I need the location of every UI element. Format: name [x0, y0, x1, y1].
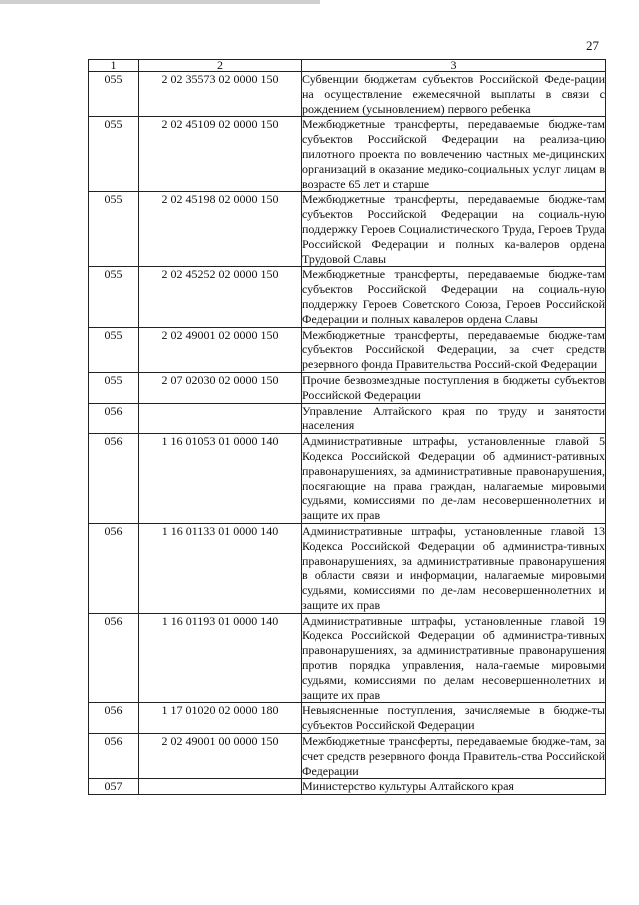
admin-code-cell: 055	[89, 372, 139, 403]
revenue-name-cell: Межбюджетные трансферты, передаваемые бюдже-там субъектов Российской Федерации на социаль-ную поддержку Героев Социалистического Труда, Героев Труда Российской Федерации и полных ка-валеров ордена Трудовой Славы	[302, 192, 605, 266]
admin-code-cell: 056	[89, 703, 139, 734]
column-header-3: 3	[302, 60, 606, 72]
admin-code-cell: 056	[89, 403, 139, 434]
page-number: 27	[586, 38, 599, 53]
revenue-name-cell: Управление Алтайского края по труду и занятости населения	[302, 403, 605, 433]
revenue-name-cell: Административные штрафы, установленные главой 19 Кодекса Российской Федерации об администра-тивных правонарушениях, за административные правонарушения против порядка управления, нала-гаемые мировыми судьями, комиссиями по делам несовершеннолетних и защите их прав	[302, 613, 605, 702]
budget-code-cell: 2 02 49001 00 0000 150	[139, 734, 302, 779]
table-row	[89, 523, 606, 613]
budget-code-cell	[139, 779, 302, 795]
budget-code-cell: 2 07 02030 02 0000 150	[139, 372, 302, 403]
revenue-name-cell: Межбюджетные трансферты, передаваемые бюдже-там субъектов Российской Федерации, за счет средств резервного фонда Правительства Россий-ской Федерации	[302, 327, 605, 372]
table-row	[89, 267, 606, 327]
column-header-1: 1	[89, 60, 139, 72]
revenue-name-cell: Административные штрафы, установленные главой 13 Кодекса Российской Федерации об администра-тивных правонарушениях, за административные правонарушения в области связи и информации, налагаемые мировыми судьями, комиссиями по де-лам несовершеннолетних и защите их прав	[302, 523, 605, 612]
revenue-name-cell: Прочие безвозмездные поступления в бюджеты субъектов Российской Федерации	[302, 372, 605, 402]
admin-code-cell: 056	[89, 613, 139, 703]
table-row	[89, 734, 606, 779]
column-header-2: 2	[139, 60, 302, 72]
revenue-name-cell: Межбюджетные трансферты, передаваемые бюдже-там, за счет средств резервного фонда Правитель-ства Российской Федерации	[302, 734, 605, 778]
table-row	[89, 372, 606, 403]
revenue-name-cell: Межбюджетные трансферты, передаваемые бюдже-там субъектов Российской Федерации на социаль-ную поддержку Героев Советского Союза, Героев Российской Федерации и полных кавалеров ордена Славы	[302, 267, 605, 326]
table-row	[89, 613, 606, 703]
admin-code-cell: 056	[89, 523, 139, 613]
budget-code-cell: 1 16 01133 01 0000 140	[139, 523, 302, 613]
table-row	[89, 403, 606, 434]
admin-code-cell: 055	[89, 192, 139, 267]
admin-code-cell: 057	[89, 779, 139, 795]
table-row	[89, 327, 606, 372]
table-row	[89, 703, 606, 734]
budget-code-cell: 2 02 45198 02 0000 150	[139, 192, 302, 267]
budget-codes-table	[88, 59, 606, 795]
scan-top-edge	[0, 0, 320, 4]
budget-code-cell: 1 16 01053 01 0000 140	[139, 434, 302, 524]
revenue-name-cell: Субвенции бюджетам субъектов Российской Феде-рации на осуществление ежемесячной выплаты в связи с рождением (усыновлением) первого ребенка	[302, 72, 605, 116]
revenue-name-cell: Министерство культуры Алтайского края	[302, 779, 606, 795]
budget-code-cell: 2 02 45252 02 0000 150	[139, 267, 302, 327]
admin-code-cell: 056	[89, 734, 139, 779]
table-row	[89, 779, 606, 795]
admin-code-cell: 055	[89, 117, 139, 192]
table-row	[89, 434, 606, 524]
budget-code-cell: 2 02 45109 02 0000 150	[139, 117, 302, 192]
budget-code-cell: 1 17 01020 02 0000 180	[139, 703, 302, 734]
table-row	[89, 72, 606, 117]
admin-code-cell: 056	[89, 434, 139, 524]
budget-code-cell: 2 02 35573 02 0000 150	[139, 72, 302, 117]
table-header-row	[89, 60, 606, 72]
budget-code-cell	[139, 403, 302, 434]
budget-code-cell: 1 16 01193 01 0000 140	[139, 613, 302, 703]
admin-code-cell: 055	[89, 72, 139, 117]
table-row	[89, 117, 606, 192]
revenue-name-cell: Невыясненные поступления, зачисляемые в бюдже-ты субъектов Российской Федерации	[302, 703, 605, 733]
admin-code-cell: 055	[89, 327, 139, 372]
budget-code-cell: 2 02 49001 02 0000 150	[139, 327, 302, 372]
revenue-name-cell: Межбюджетные трансферты, передаваемые бюдже-там субъектов Российской Федерации на реализа-цию пилотного проекта по вовлечению частных ме-дицинских организаций в оказание медико-социальных услуг лицам в возрасте 65 лет и старше	[302, 117, 605, 191]
table-row	[89, 192, 606, 267]
revenue-name-cell: Административные штрафы, установленные главой 5 Кодекса Российской Федерации об админист-ративных правонарушениях, за административные правонарушения, посягающие на права граждан, налагаемые мировыми судьями, комиссиями по де-лам несовершеннолетних и защите их прав	[302, 434, 605, 523]
admin-code-cell: 055	[89, 267, 139, 327]
